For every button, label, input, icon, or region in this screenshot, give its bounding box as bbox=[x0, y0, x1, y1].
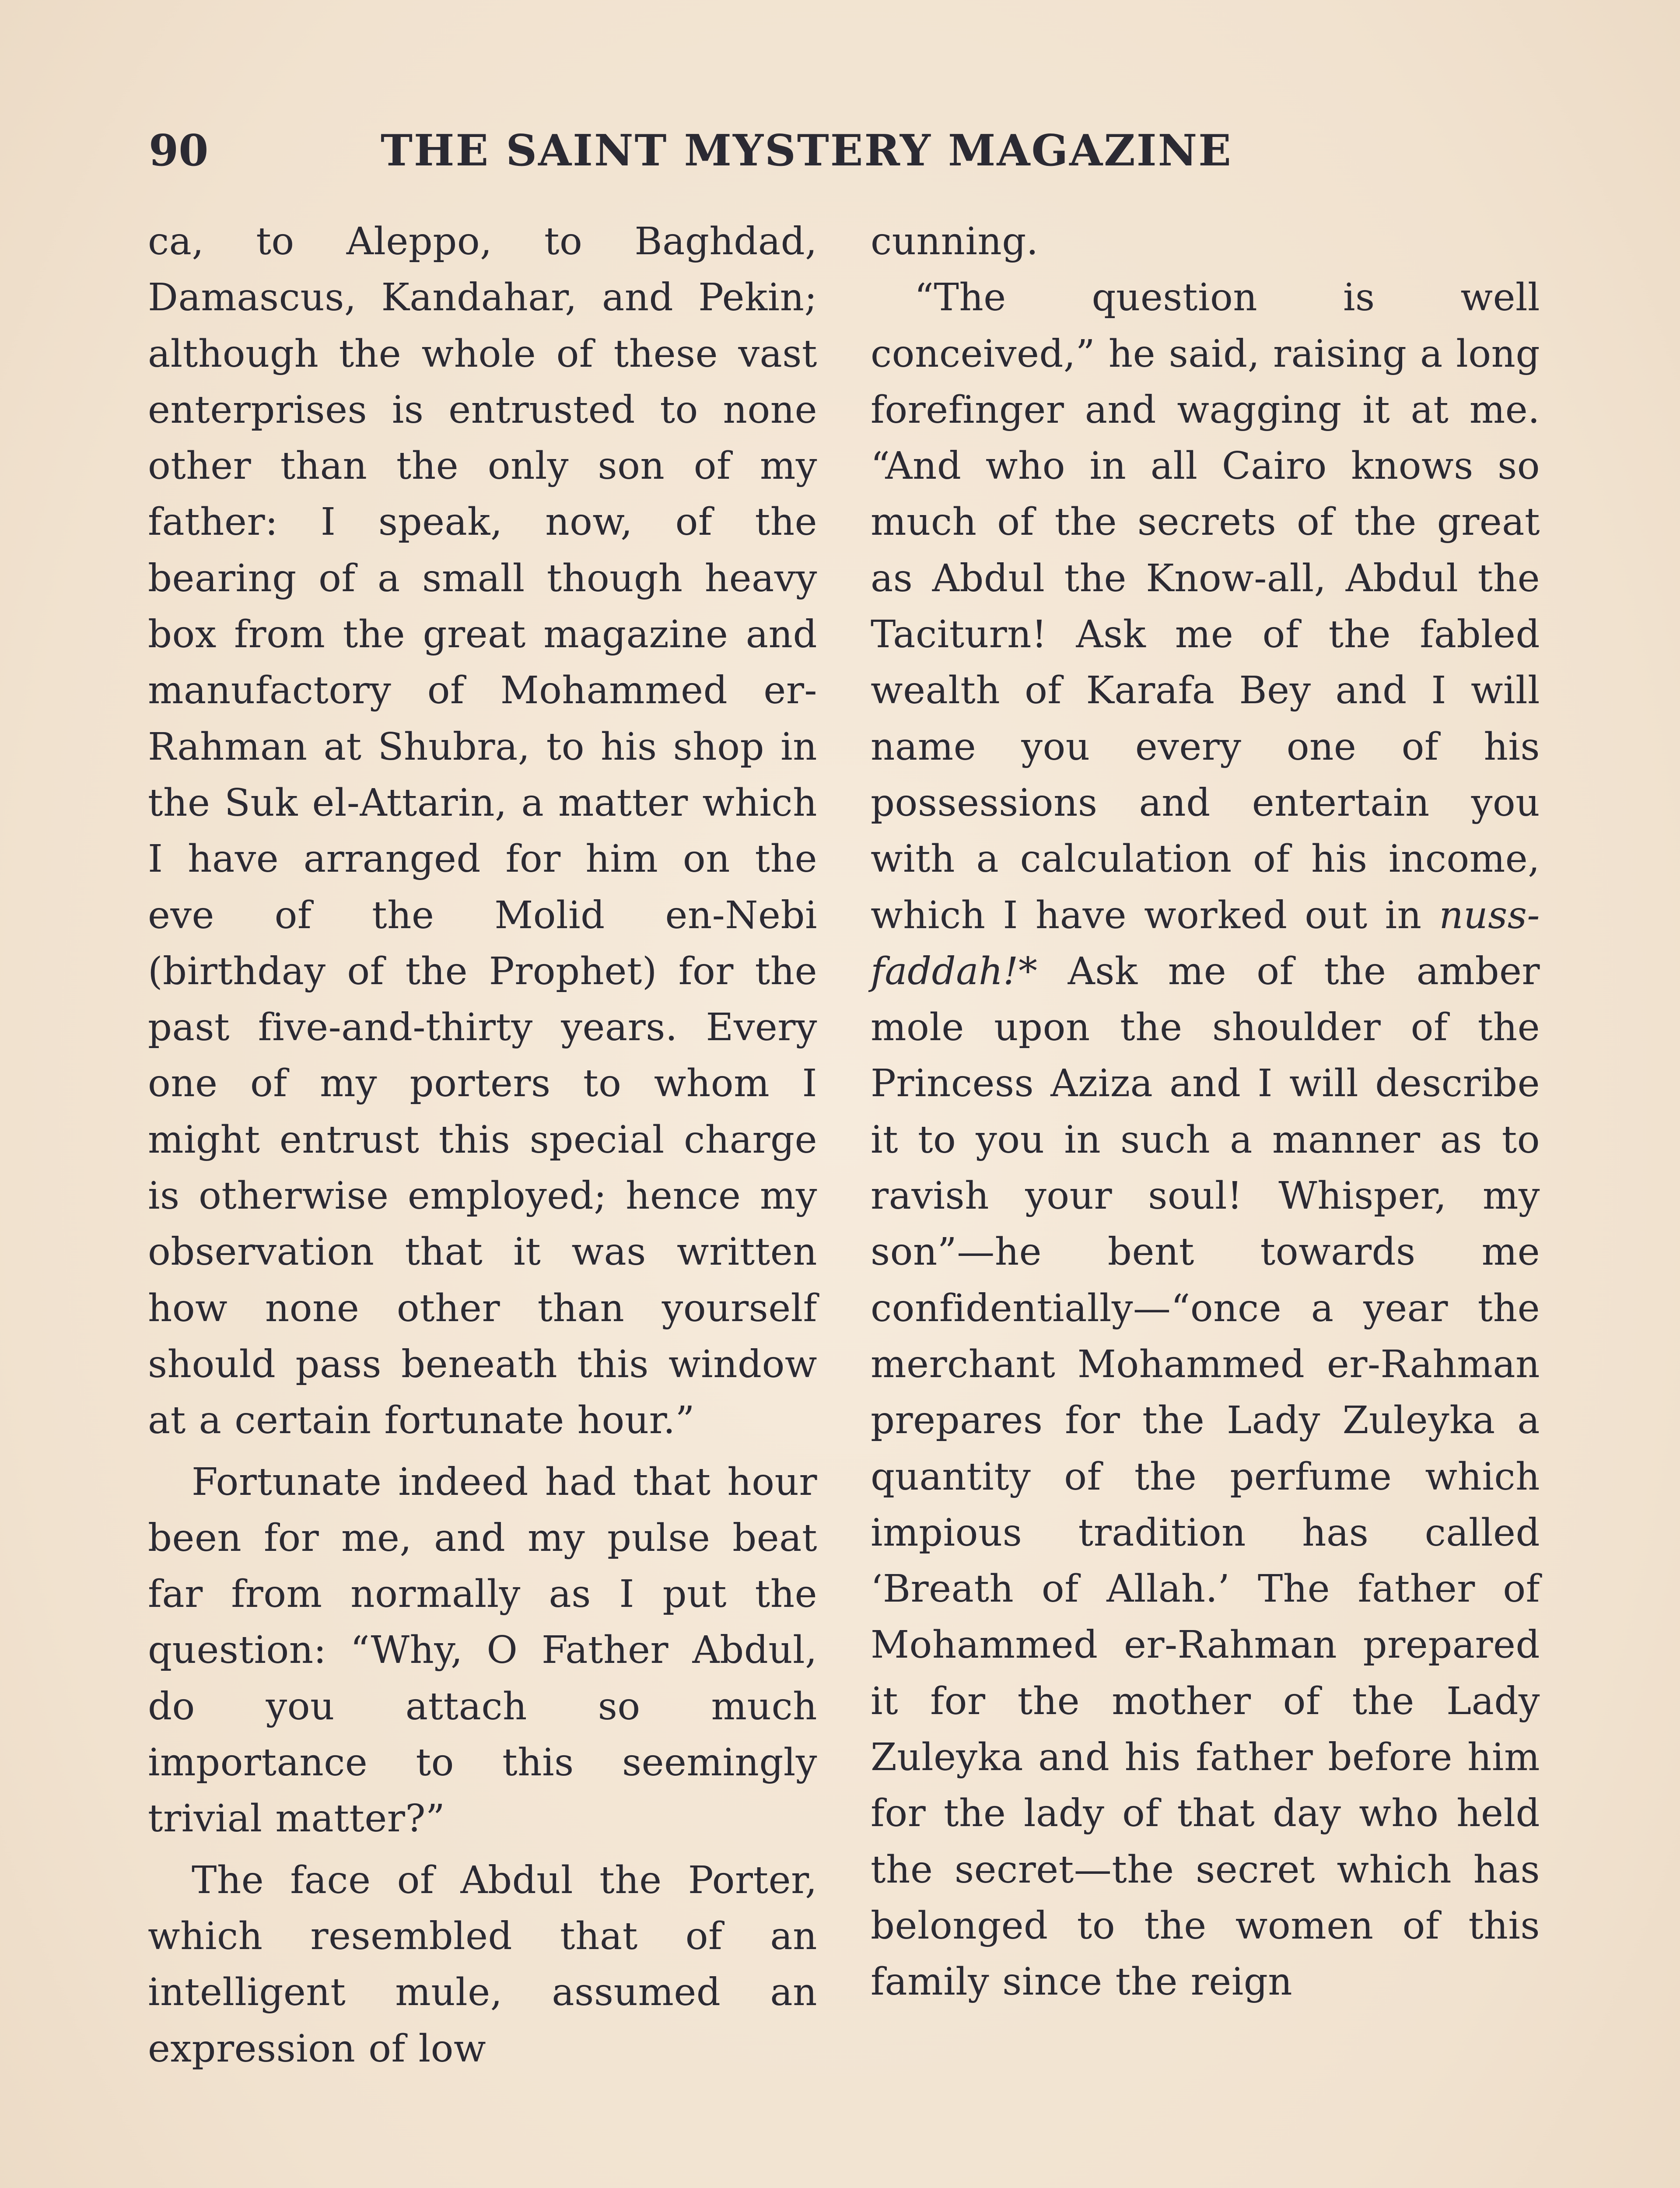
right-paragraph-2-text-a: “The question is well conceived,” he said, raising a long forefinger and wagging it at me. “And who in all Cairo knows so much of the secrets of the great as Abdul the Know-all, Abdul the Taciturn! Ask me of the fabled wealth of Karafa Bey and I will name you every one of his possessions and entertain you with a calculation of his income, which I have worked out in bbox=[871, 276, 1540, 937]
left-paragraph-1: ca, to Aleppo, to Baghdad, Damascus, Kandahar, and Pekin; although the whole of these vast enterprises is entrusted to none other than the only son of my father: I speak, now, of the bearing of a small though heavy box from the great magazine and manufactory of Mohammed er-Rahman at Shubra, to his shop in the Suk el-Attarin, a matter which I have arranged for him on the eve of the Molid en-Nebi (birthday of the Prophet) for the past five-and-thirty years. Every one of my porters to whom I might entrust this special charge is otherwise employed; hence my observation that it was written how none other than yourself should pass beneath this window at a certain fortunate hour.” bbox=[148, 220, 817, 1443]
right-column bbox=[871, 214, 1540, 2010]
right-paragraph-2 bbox=[871, 270, 1540, 2010]
italic-term: nuss-faddah! bbox=[871, 893, 1540, 993]
right-paragraph-2-text-b: * Ask me of the amber mole upon the shoulder of the Princess Aziza and I will describe it to you in such a manner as to ravish your soul! Whisper, my son”—he bent towards me confidentially—“once a year the merchant Mohammed er-Rahman prepares for the Lady Zuleyka a quantity of the perfume which impious tradition has called ‘Breath of Allah.’ The father of Mohammed er-Rahman prepared it for the mother of the Lady Zuleyka and his father before him for the lady of that day who held the secret—the secret which has belonged to the women of this family since the reign bbox=[871, 949, 1540, 2004]
page-number: 90 bbox=[149, 126, 209, 176]
left-paragraph-3: The face of Abdul the Porter, which resembled that of an intelligent mule, assumed an expression of low bbox=[148, 1858, 817, 2071]
left-paragraph-2: Fortunate indeed had that hour been for me, and my pulse beat far from normally as I put the question: “Why, O Father Abdul, do you attach so much importance to this seemingly trivial matter?” bbox=[148, 1460, 817, 1841]
left-column bbox=[148, 214, 817, 2077]
magazine-title: THE SAINT MYSTERY MAGAZINE bbox=[381, 126, 1232, 176]
page-header bbox=[149, 120, 1269, 182]
right-paragraph-1: cunning. bbox=[871, 220, 1039, 263]
